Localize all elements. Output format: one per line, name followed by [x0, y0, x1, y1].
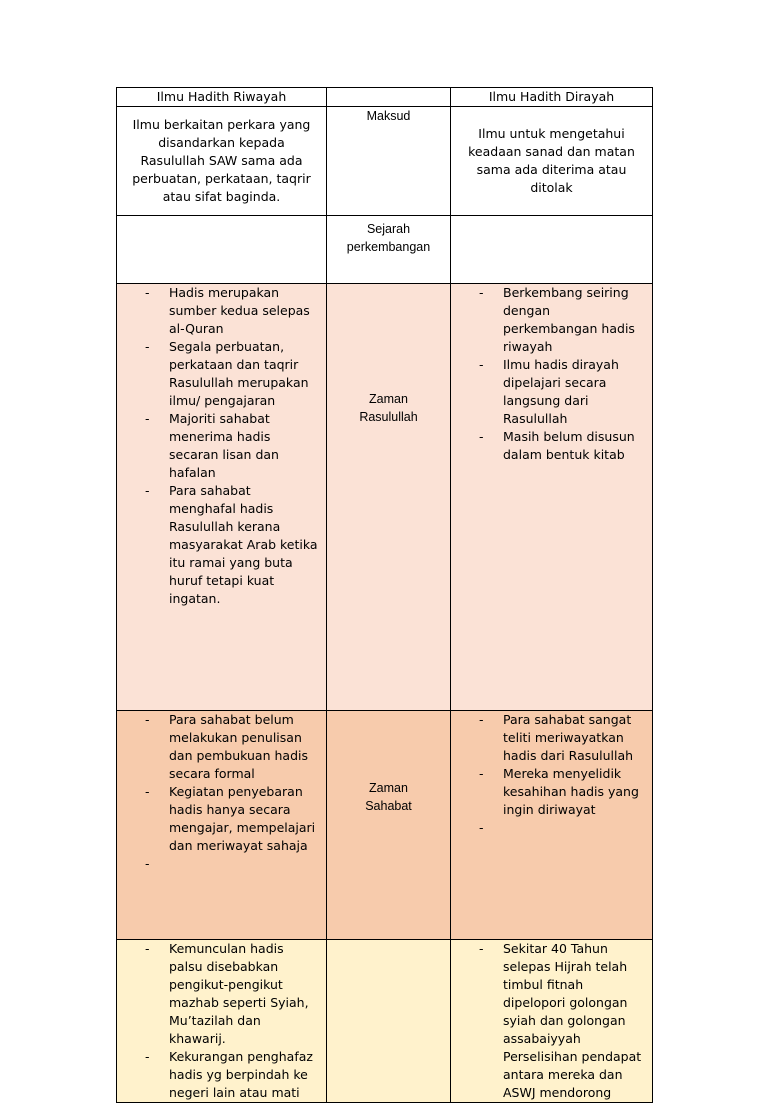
era-label-text: Zaman Rasulullah — [359, 392, 418, 424]
sahabat-riwayah-cell — [117, 711, 327, 940]
list-item — [451, 819, 652, 837]
list-item: - Kegiatan penyebaran hadis hanya secara mengajar, mempelajari dan meriwayat sahaja — [117, 783, 326, 855]
era-label-text: Zaman Sahabat — [365, 781, 412, 813]
list-item: - Masih belum disusun dalam bentuk kitab — [451, 428, 652, 464]
list-item: - Mereka menyelidik kesahihan hadis yang ingin diriwayat — [451, 765, 652, 819]
header-dirayah: Ilmu Hadith Dirayah — [451, 88, 653, 107]
rasulullah-dirayah-cell — [451, 284, 653, 711]
era-row-third — [117, 940, 653, 1103]
era-label-third — [327, 940, 451, 1103]
list-item — [117, 855, 326, 873]
list-item: - Para sahabat sangat teliti meriwayatkan hadis dari Rasulullah — [451, 711, 652, 765]
list-item: - Sekitar 40 Tahun selepas Hijrah telah timbul fitnah dipelopori golongan syiah dan golongan assabaiyyah Perselisihan pendapat antara mereka dan ASWJ mendorong — [451, 940, 652, 1102]
era-label-sahabat — [327, 711, 451, 940]
rasulullah-riwayah-cell — [117, 284, 327, 711]
header-blank — [327, 88, 451, 107]
list-item: - Kekurangan penghafaz hadis yg berpindah ke negeri lain atau mati — [117, 1048, 326, 1102]
list-item: - Berkembang seiring dengan perkembangan hadis riwayah — [451, 284, 652, 356]
definition-riwayah: Ilmu berkaitan perkara yang disandarkan kepada Rasulullah SAW sama ada perbuatan, perkataan, taqrir atau sifat baginda. — [117, 107, 327, 216]
header-row — [117, 88, 653, 107]
history-right-empty — [451, 216, 653, 284]
list-item: - Majoriti sahabat menerima hadis secaran lisan dan hafalan — [117, 410, 326, 482]
sahabat-dirayah-cell — [451, 711, 653, 940]
history-left-empty — [117, 216, 327, 284]
history-row — [117, 216, 653, 284]
list-item: - Kemunculan hadis palsu disebabkan pengikut-pengikut mazhab seperti Syiah, Mu’tazilah dan khawarij. — [117, 940, 326, 1048]
definition-label: Maksud — [327, 107, 451, 216]
list-item: - Para sahabat belum melakukan penulisan dan pembukuan hadis secara formal — [117, 711, 326, 783]
era-row-rasulullah — [117, 284, 653, 711]
list-item: - Ilmu hadis dirayah dipelajari secara langsung dari Rasulullah — [451, 356, 652, 428]
list-item: - Segala perbuatan, perkataan dan taqrir Rasulullah merupakan ilmu/ pengajaran — [117, 338, 326, 410]
era-row-sahabat — [117, 711, 653, 940]
definition-row — [117, 107, 653, 216]
third-riwayah-cell — [117, 940, 327, 1103]
definition-dirayah: Ilmu untuk mengetahui keadaan sanad dan matan sama ada diterima atau ditolak — [451, 107, 653, 216]
list-item: - Para sahabat menghafal hadis Rasulullah kerana masyarakat Arab ketika itu ramai yang buta huruf tetapi kuat ingatan. — [117, 482, 326, 608]
third-dirayah-cell — [451, 940, 653, 1103]
comparison-table — [116, 87, 653, 1103]
list-item: - Hadis merupakan sumber kedua selepas al-Quran — [117, 284, 326, 338]
header-riwayah: Ilmu Hadith Riwayah — [117, 88, 327, 107]
history-label: Sejarah perkembangan — [327, 216, 451, 284]
era-label-rasulullah — [327, 284, 451, 711]
